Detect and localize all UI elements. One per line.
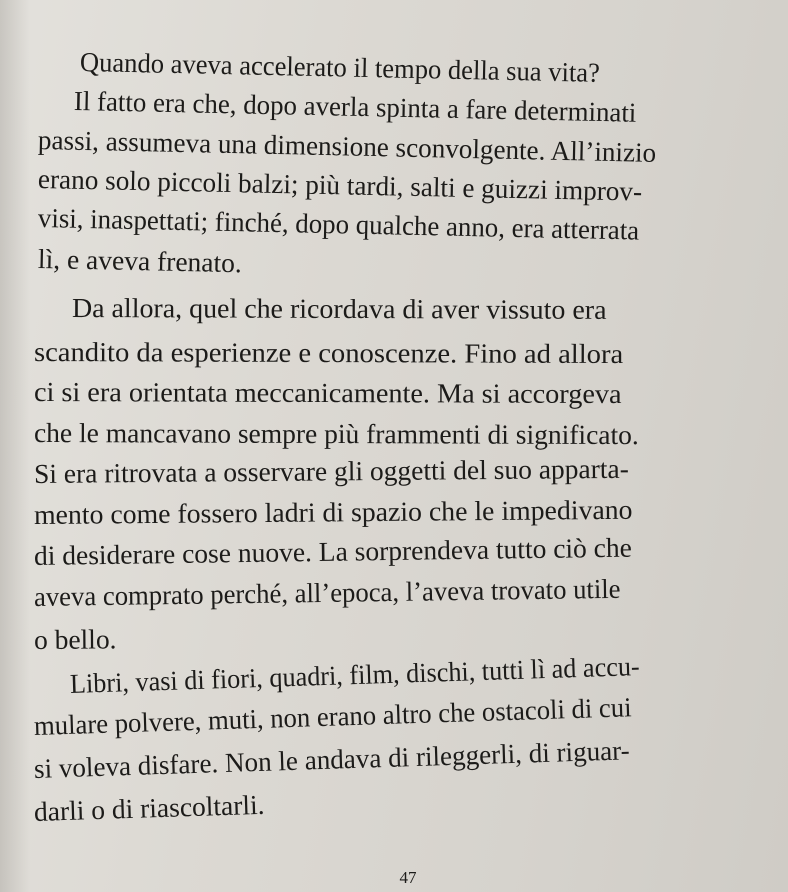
page-number: 47 xyxy=(399,868,417,887)
text-line: visi, inaspettati; finché, dopo qualche anno, era atterrata xyxy=(37,202,640,246)
text-line: mento come fossero ladri di spazio che le impedivano xyxy=(33,493,633,530)
text-line: Da allora, quel che ricordava di aver vissuto era xyxy=(71,292,607,325)
text-line: si voleva disfare. Non le andava di rileggerli, di riguar- xyxy=(33,734,631,784)
text-line: scandito da esperienze e conoscenze. Fino ad allora xyxy=(33,336,624,370)
text-line: Quando aveva accelerato il tempo della sua vita? xyxy=(79,46,601,88)
text-line: Il fatto era che, dopo averla spinta a fare determinati xyxy=(73,85,637,128)
text-line: aveva comprato perché, all’epoca, l’aveva trovato utile xyxy=(33,572,621,612)
text-line: mulare polvere, muti, non erano altro che ostacoli di cui xyxy=(33,691,632,741)
text-line: lì, e aveva frenato. xyxy=(37,243,243,279)
text-line: o bello. xyxy=(33,623,117,655)
text-line: di desiderare cose nuove. La sorprendeva tutto ciò che xyxy=(33,531,633,571)
text-line: darli o di riascoltarli. xyxy=(33,788,265,827)
text-line: Si era ritrovata a osservare gli oggetti del suo apparta- xyxy=(33,452,629,489)
text-line: ci si era orientata meccanicamente. Ma si accorgeva xyxy=(33,376,622,410)
text-line: che le mancavano sempre più frammenti di significato. xyxy=(33,417,639,451)
text-line: erano solo piccoli balzi; più tardi, salti e guizzi improv- xyxy=(37,163,643,207)
page-gutter-shadow xyxy=(0,0,30,892)
text-line: Libri, vasi di fiori, quadri, film, dischi, tutti lì ad accu- xyxy=(69,650,641,699)
text-line: passi, assumeva una dimensione sconvolgente. All’inizio xyxy=(37,124,657,168)
